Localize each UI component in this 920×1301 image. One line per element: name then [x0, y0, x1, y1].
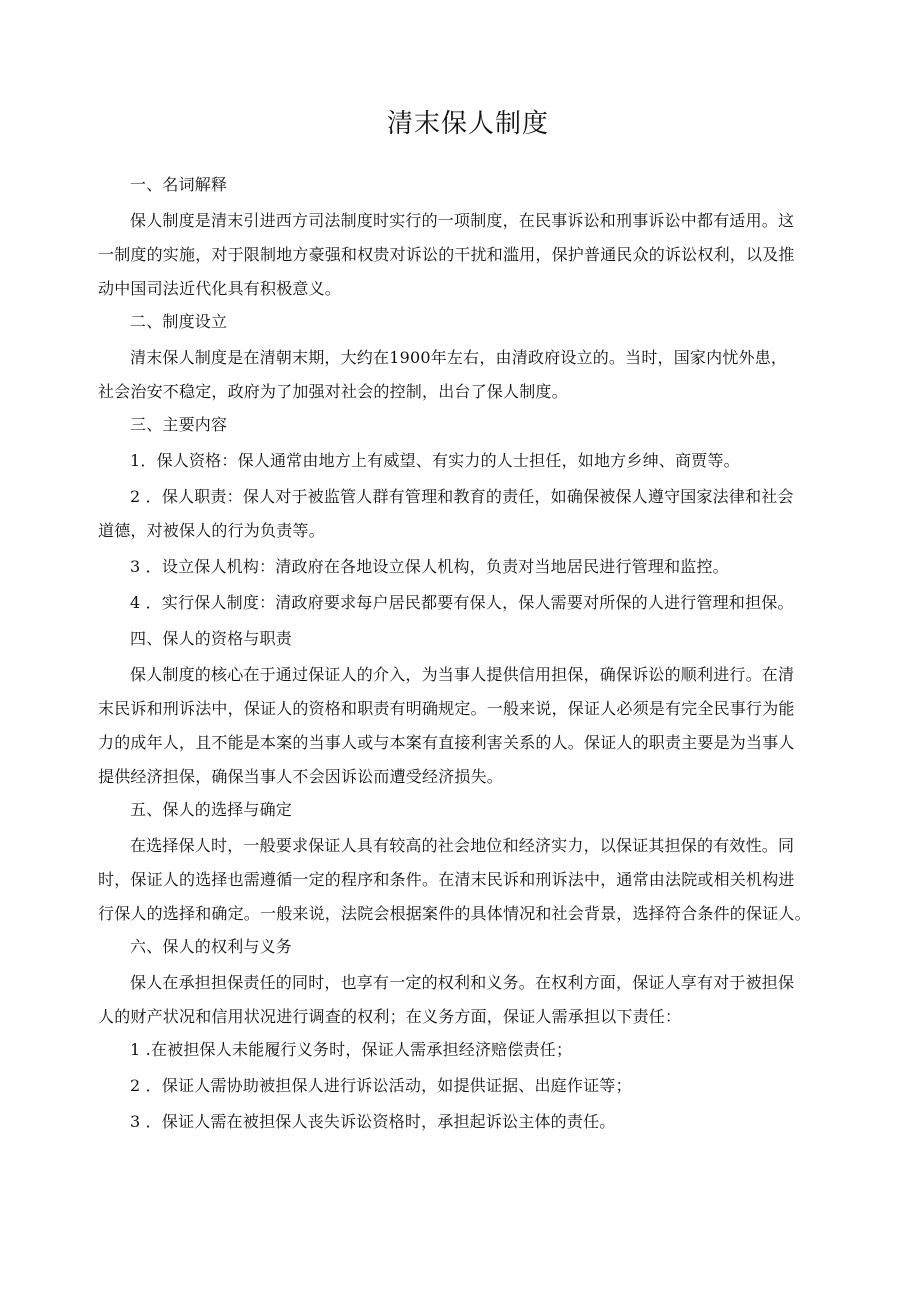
document-page: [98, 0, 838, 1149]
section-heading-4: 四、保人的资格与职责: [130, 629, 293, 648]
list-item: [98, 1077, 838, 1095]
paragraph-line: 提供经济担保，确保当事人不会因诉讼而遭受经济损失。: [98, 767, 504, 786]
paragraph-line: 人的财产状况和信用状况进行调查的权利；在义务方面，保证人需承担以下责任：: [98, 1007, 682, 1026]
section-paragraph-2: [98, 349, 838, 401]
list-item-line: 1．保人资格：保人通常由地方上有威望、有实力的人士担任，如地方乡绅、商贾等。: [130, 451, 740, 470]
list-item: [98, 452, 838, 470]
list-item-line: 2 ．保人职责：保人对于被监管人群有管理和教育的责任，如确保被保人遵守国家法律和社会: [130, 487, 794, 506]
section-paragraph-1: [98, 212, 838, 298]
paragraph-line: 一制度的实施，对于限制地方豪强和权贵对诉讼的干扰和滥用，保护普通民众的诉讼权利，以及推: [98, 245, 795, 264]
list-item: [98, 1113, 838, 1131]
paragraph-line: 动中国司法近代化具有积极意义。: [98, 279, 342, 298]
paragraph-line: 保人制度是清末引进西方司法制度时实行的一项制度，在民事诉讼和刑事诉讼中都有适用。这: [130, 211, 795, 230]
list-item-line: 道德，对被保人的行为负责等。: [98, 521, 325, 540]
section-heading-3: 三、主要内容: [130, 415, 228, 434]
document-body: [98, 176, 838, 1131]
list-item-line: 4 ．实行保人制度：清政府要求每户居民都要有保人，保人需要对所保的人进行管理和担保。: [130, 593, 794, 612]
list-item: [98, 594, 838, 612]
paragraph-line: 时，保证人的选择也需遵循一定的程序和条件。在清末民诉和刑诉法中，通常由法院或相关机构进: [98, 870, 795, 889]
paragraph-line: 清末保人制度是在清朝末期，大约在1900年左右，由清政府设立的。当时，国家内忧外患，: [130, 348, 788, 367]
paragraph-line: 行保人的选择和确定。一般来说，法院会根据案件的具体情况和社会背景，选择符合条件的保证人。: [98, 904, 811, 923]
section-paragraph-6: [98, 974, 838, 1026]
list-item-line: 3 ．设立保人机构：清政府在各地设立保人机构，负责对当地居民进行管理和监控。: [130, 557, 729, 576]
list-item-line: 3 ．保证人需在被担保人丧失诉讼资格时，承担起诉讼主体的责任。: [130, 1112, 616, 1131]
paragraph-line: 在选择保人时，一般要求保证人具有较高的社会地位和经济实力，以保证其担保的有效性。同: [130, 836, 795, 855]
paragraph-line: 保人制度的核心在于通过保证人的介入，为当事人提供信用担保，确保诉讼的顺利进行。在清: [130, 665, 795, 684]
section-heading-5: 五、保人的选择与确定: [130, 800, 293, 819]
section-paragraph-5: [98, 837, 838, 923]
list-item: [98, 558, 838, 576]
section-heading-2: 二、制度设立: [130, 312, 228, 331]
list-item-line: 1 .在被担保人未能履行义务时，保证人需承担经济赔偿责任；: [130, 1040, 573, 1059]
section-heading-6: 六、保人的权利与义务: [130, 937, 293, 956]
list-item-line: 2 ．保证人需协助被担保人进行诉讼活动，如提供证据、出庭作证等；: [130, 1076, 632, 1095]
paragraph-line: 末民诉和刑诉法中，保证人的资格和职责有明确规定。一般来说，保证人必须是有完全民事行为能: [98, 699, 795, 718]
document-title: 清末保人制度: [386, 109, 549, 139]
paragraph-line: 保人在承担担保责任的同时，也享有一定的权利和义务。在权利方面，保证人享有对于被担保: [130, 973, 795, 992]
paragraph-line: 社会治安不稳定，政府为了加强对社会的控制，出台了保人制度。: [98, 382, 568, 401]
list-item: [98, 488, 838, 540]
paragraph-line: 力的成年人，且不能是本案的当事人或与本案有直接利害关系的人。保证人的职责主要是为当事人: [98, 733, 795, 752]
section-heading-1: 一、名词解释: [130, 175, 228, 194]
section-paragraph-4: [98, 666, 838, 786]
list-item: [98, 1041, 838, 1059]
